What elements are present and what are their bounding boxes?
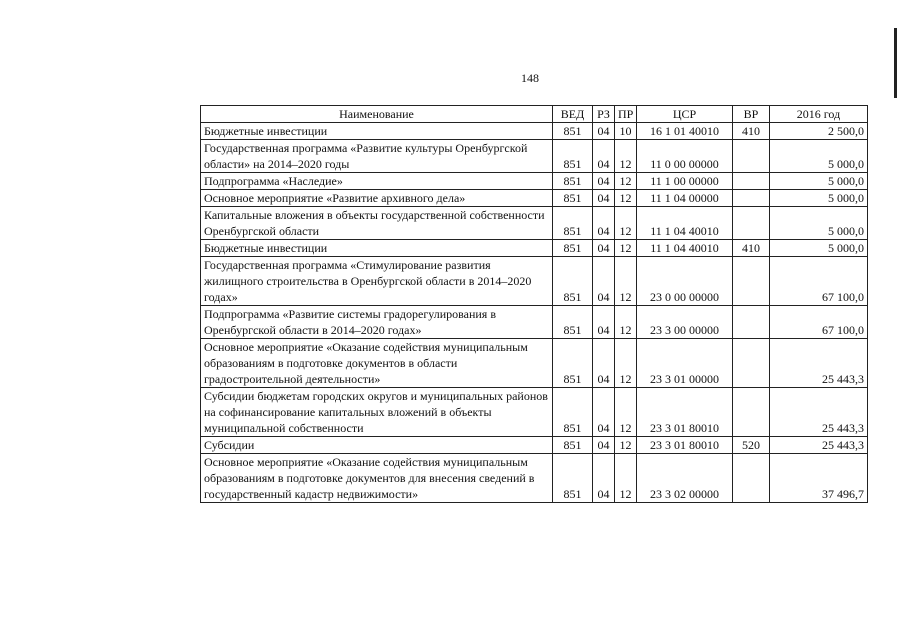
row-rz: 04 (593, 207, 615, 240)
row-pr: 12 (615, 190, 637, 207)
row-pr: 12 (615, 173, 637, 190)
row-rz: 04 (593, 388, 615, 437)
row-ved: 851 (553, 190, 593, 207)
header-vr: ВР (733, 106, 770, 123)
table-row (201, 173, 868, 190)
row-csr: 23 0 00 00000 (637, 257, 733, 306)
table-row (201, 207, 868, 240)
table-row (201, 388, 868, 437)
row-name: Субсидии (201, 437, 553, 454)
row-ved: 851 (553, 240, 593, 257)
row-rz: 04 (593, 123, 615, 140)
page-edge-line (894, 28, 897, 98)
row-sum: 5 000,0 (770, 240, 868, 257)
row-vr (733, 454, 770, 503)
row-ved: 851 (553, 257, 593, 306)
table-row (201, 257, 868, 306)
row-rz: 04 (593, 339, 615, 388)
row-sum: 25 443,3 (770, 388, 868, 437)
row-pr: 12 (615, 140, 637, 173)
row-csr: 23 3 01 00000 (637, 339, 733, 388)
header-pr: ПР (615, 106, 637, 123)
row-vr (733, 190, 770, 207)
row-sum: 67 100,0 (770, 257, 868, 306)
table-row (201, 123, 868, 140)
row-sum: 5 000,0 (770, 140, 868, 173)
table-row (201, 140, 868, 173)
header-year-2016: 2016 год (770, 106, 868, 123)
row-csr: 23 3 01 80010 (637, 437, 733, 454)
row-vr: 410 (733, 123, 770, 140)
row-rz: 04 (593, 240, 615, 257)
row-pr: 10 (615, 123, 637, 140)
row-vr: 520 (733, 437, 770, 454)
row-csr: 23 3 00 00000 (637, 306, 733, 339)
table-row (201, 240, 868, 257)
row-csr: 16 1 01 40010 (637, 123, 733, 140)
row-rz: 04 (593, 306, 615, 339)
row-name: Основное мероприятие «Оказание содействия муниципальным образованиям в подготовке документов в области градостроительной деятельности» (201, 339, 553, 388)
row-vr (733, 207, 770, 240)
row-vr (733, 388, 770, 437)
row-rz: 04 (593, 190, 615, 207)
row-pr: 12 (615, 437, 637, 454)
row-sum: 5 000,0 (770, 173, 868, 190)
row-name: Бюджетные инвестиции (201, 240, 553, 257)
row-name: Подпрограмма «Наследие» (201, 173, 553, 190)
row-name: Капитальные вложения в объекты государственной собственности Оренбургской области (201, 207, 553, 240)
row-pr: 12 (615, 339, 637, 388)
row-ved: 851 (553, 123, 593, 140)
row-vr (733, 173, 770, 190)
row-rz: 04 (593, 454, 615, 503)
table-row (201, 190, 868, 207)
row-sum: 5 000,0 (770, 190, 868, 207)
row-csr: 11 1 04 00000 (637, 190, 733, 207)
row-vr (733, 140, 770, 173)
row-ved: 851 (553, 306, 593, 339)
header-rz: РЗ (593, 106, 615, 123)
row-sum: 37 496,7 (770, 454, 868, 503)
row-sum: 5 000,0 (770, 207, 868, 240)
row-rz: 04 (593, 173, 615, 190)
row-ved: 851 (553, 140, 593, 173)
table-row (201, 437, 868, 454)
row-sum: 67 100,0 (770, 306, 868, 339)
row-name: Государственная программа «Развитие культуры Оренбургской области» на 2014–2020 годы (201, 140, 553, 173)
row-pr: 12 (615, 240, 637, 257)
row-vr (733, 339, 770, 388)
row-name: Субсидии бюджетам городских округов и муниципальных районов на софинансирование капитальных вложений в объекты муниципальной собственности (201, 388, 553, 437)
row-ved: 851 (553, 339, 593, 388)
row-pr: 12 (615, 454, 637, 503)
row-vr (733, 306, 770, 339)
row-vr (733, 257, 770, 306)
header-name: Наименование (201, 106, 553, 123)
row-name: Основное мероприятие «Оказание содействия муниципальным образованиям в подготовке документов для внесения сведений в государственный кадастр недвижимости» (201, 454, 553, 503)
row-rz: 04 (593, 257, 615, 306)
row-rz: 04 (593, 437, 615, 454)
row-pr: 12 (615, 207, 637, 240)
header-ved: ВЕД (553, 106, 593, 123)
row-csr: 11 1 04 40010 (637, 207, 733, 240)
row-name: Основное мероприятие «Развитие архивного дела» (201, 190, 553, 207)
row-csr: 23 3 01 80010 (637, 388, 733, 437)
table-row (201, 454, 868, 503)
row-ved: 851 (553, 173, 593, 190)
row-csr: 11 1 00 00000 (637, 173, 733, 190)
row-name: Государственная программа «Стимулирование развития жилищного строительства в Оренбургской области в 2014–2020 годах» (201, 257, 553, 306)
row-sum: 2 500,0 (770, 123, 868, 140)
row-pr: 12 (615, 257, 637, 306)
table-header-row (201, 106, 868, 123)
row-name: Подпрограмма «Развитие системы градорегулирования в Оренбургской области в 2014–2020 годах» (201, 306, 553, 339)
row-sum: 25 443,3 (770, 437, 868, 454)
row-vr: 410 (733, 240, 770, 257)
row-ved: 851 (553, 388, 593, 437)
row-pr: 12 (615, 306, 637, 339)
row-name: Бюджетные инвестиции (201, 123, 553, 140)
page-number: 148 (521, 71, 539, 85)
table-row (201, 306, 868, 339)
row-rz: 04 (593, 140, 615, 173)
row-sum: 25 443,3 (770, 339, 868, 388)
header-csr: ЦСР (637, 106, 733, 123)
row-ved: 851 (553, 437, 593, 454)
row-pr: 12 (615, 388, 637, 437)
budget-table (200, 105, 868, 503)
row-csr: 11 0 00 00000 (637, 140, 733, 173)
row-csr: 11 1 04 40010 (637, 240, 733, 257)
row-ved: 851 (553, 454, 593, 503)
row-ved: 851 (553, 207, 593, 240)
table-row (201, 339, 868, 388)
row-csr: 23 3 02 00000 (637, 454, 733, 503)
